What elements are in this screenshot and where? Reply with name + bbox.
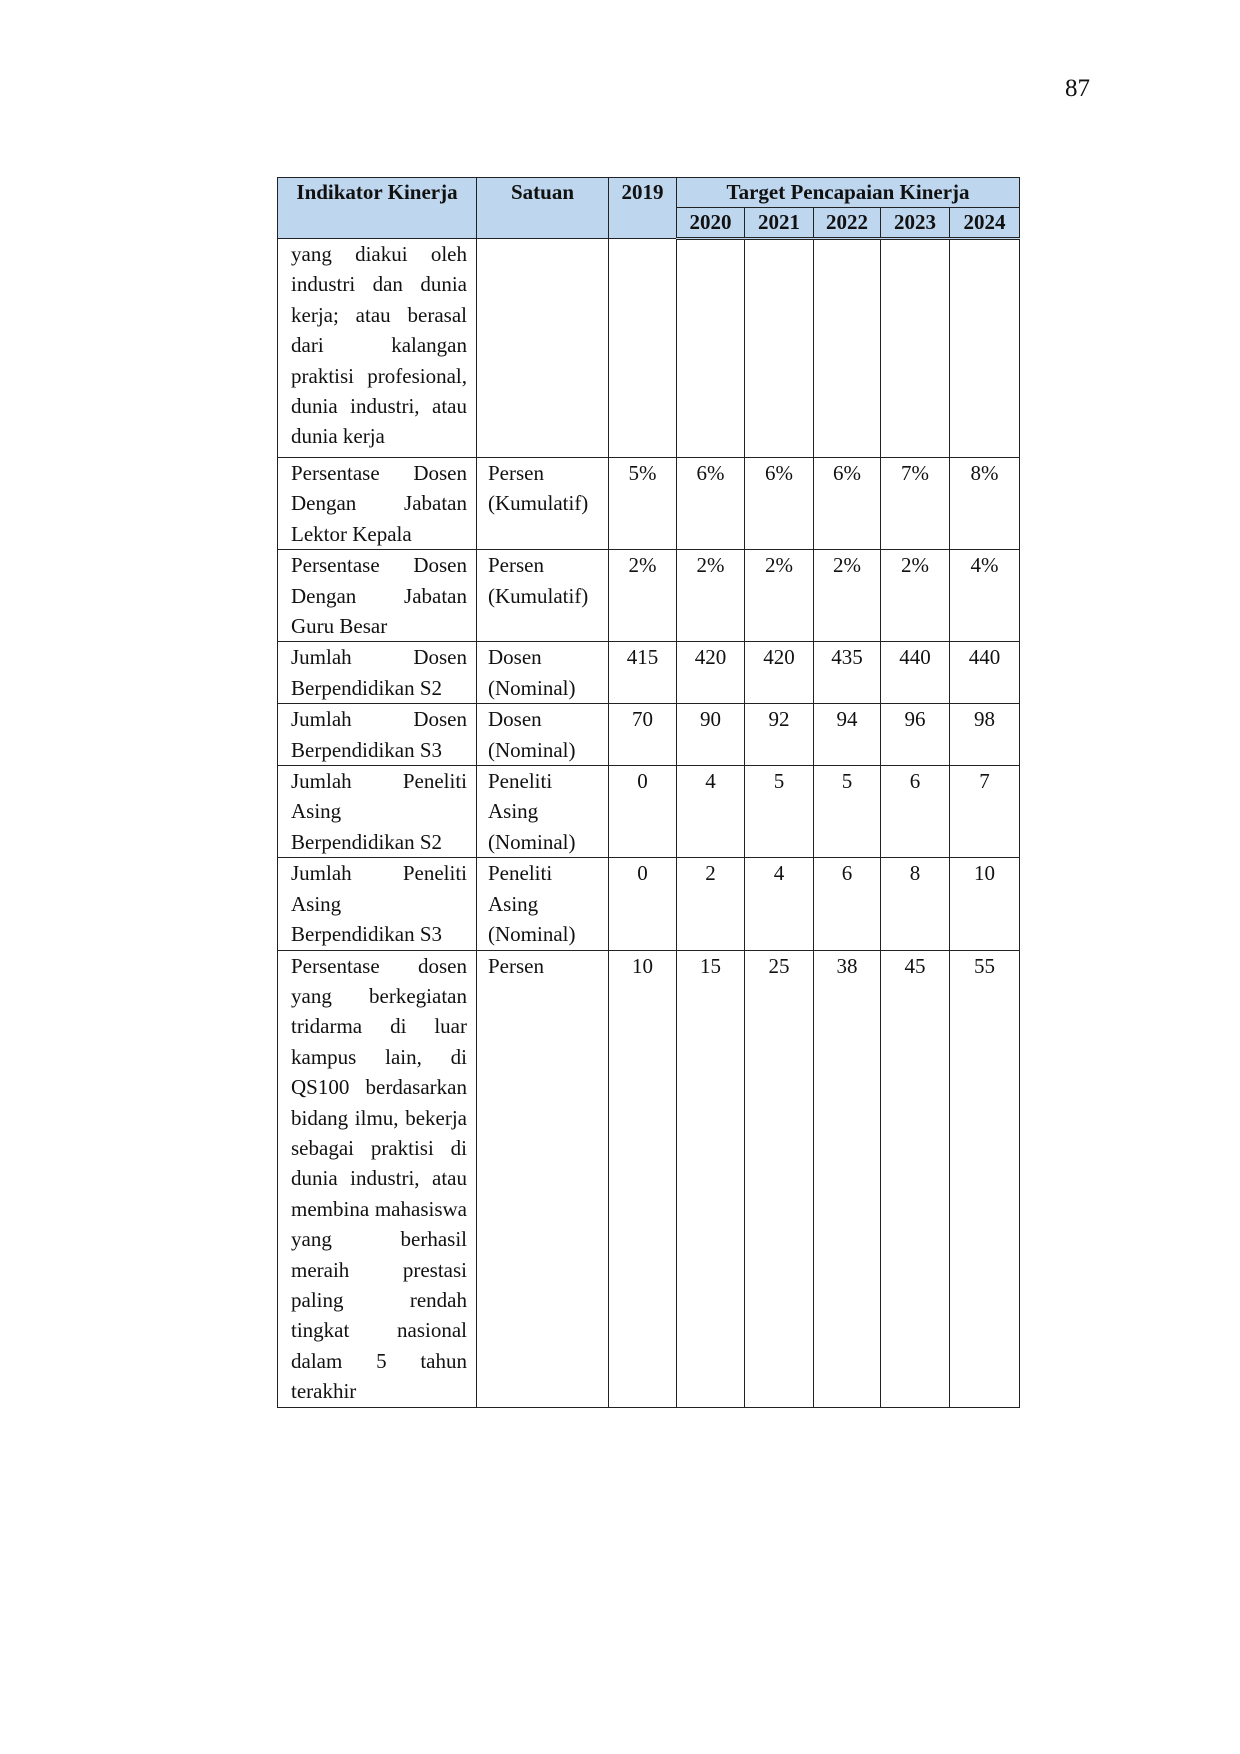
value-2019-cell: 5% [609, 458, 677, 550]
value-2021-cell: 25 [745, 950, 814, 1407]
value-2020-cell [677, 239, 745, 458]
value-2023-cell: 96 [881, 704, 950, 766]
satuan-cell: Persen (Kumulatif) [477, 550, 609, 642]
indikator-cell: Persentase Dosen Dengan Jabatan Guru Besar [278, 550, 477, 642]
indikator-cell: Jumlah Peneliti Asing Berpendidikan S3 [278, 858, 477, 950]
satuan-cell: Peneliti Asing (Nominal) [477, 766, 609, 858]
value-2022-cell: 2% [814, 550, 881, 642]
header-indikator-kinerja: Indikator Kinerja [278, 178, 477, 239]
value-2023-cell: 45 [881, 950, 950, 1407]
value-2021-cell: 420 [745, 642, 814, 704]
value-2019-cell [609, 239, 677, 458]
value-2020-cell: 6% [677, 458, 745, 550]
indikator-cell: yang diakui oleh industri dan dunia kerja; atau berasal dari kalangan praktisi profesional, dunia industri, atau dunia kerja [278, 239, 477, 458]
value-2022-cell: 38 [814, 950, 881, 1407]
value-2021-cell: 2% [745, 550, 814, 642]
header-year-2020: 2020 [677, 208, 745, 239]
value-2024-cell: 7 [950, 766, 1020, 858]
value-2022-cell: 6% [814, 458, 881, 550]
value-2021-cell: 6% [745, 458, 814, 550]
value-2024-cell: 55 [950, 950, 1020, 1407]
satuan-cell: Peneliti Asing (Nominal) [477, 858, 609, 950]
value-2024-cell: 440 [950, 642, 1020, 704]
value-2019-cell: 0 [609, 766, 677, 858]
value-2021-cell [745, 239, 814, 458]
indikator-cell: Jumlah Dosen Berpendidikan S3 [278, 704, 477, 766]
value-2023-cell: 2% [881, 550, 950, 642]
header-target-pencapaian-kinerja: Target Pencapaian Kinerja [677, 178, 1020, 208]
header-year-2022: 2022 [814, 208, 881, 239]
satuan-cell: Persen [477, 950, 609, 1407]
table-row [278, 239, 1020, 458]
value-2020-cell: 4 [677, 766, 745, 858]
value-2019-cell: 70 [609, 704, 677, 766]
value-2023-cell: 8 [881, 858, 950, 950]
value-2021-cell: 5 [745, 766, 814, 858]
header-year-2023: 2023 [881, 208, 950, 239]
indikator-cell: Jumlah Peneliti Asing Berpendidikan S2 [278, 766, 477, 858]
value-2020-cell: 2% [677, 550, 745, 642]
header-baseline-year: 2019 [609, 178, 677, 239]
value-2019-cell: 0 [609, 858, 677, 950]
table-row [278, 704, 1020, 766]
table-row [278, 858, 1020, 950]
value-2020-cell: 90 [677, 704, 745, 766]
header-year-2021: 2021 [745, 208, 814, 239]
satuan-cell: Persen (Kumulatif) [477, 458, 609, 550]
value-2022-cell: 5 [814, 766, 881, 858]
table-row [278, 642, 1020, 704]
value-2020-cell: 420 [677, 642, 745, 704]
value-2024-cell: 8% [950, 458, 1020, 550]
indikator-cell: Persentase Dosen Dengan Jabatan Lektor Kepala [278, 458, 477, 550]
satuan-cell [477, 239, 609, 458]
value-2020-cell: 15 [677, 950, 745, 1407]
value-2023-cell: 440 [881, 642, 950, 704]
value-2022-cell: 94 [814, 704, 881, 766]
table-row [278, 550, 1020, 642]
indikator-cell: Jumlah Dosen Berpendidikan S2 [278, 642, 477, 704]
value-2022-cell: 6 [814, 858, 881, 950]
value-2021-cell: 4 [745, 858, 814, 950]
satuan-cell: Dosen (Nominal) [477, 704, 609, 766]
value-2019-cell: 2% [609, 550, 677, 642]
value-2022-cell [814, 239, 881, 458]
value-2024-cell: 98 [950, 704, 1020, 766]
header-satuan: Satuan [477, 178, 609, 239]
table-row [278, 458, 1020, 550]
value-2021-cell: 92 [745, 704, 814, 766]
value-2024-cell: 4% [950, 550, 1020, 642]
table-row [278, 950, 1020, 1407]
value-2019-cell: 415 [609, 642, 677, 704]
table-row [278, 766, 1020, 858]
satuan-cell: Dosen (Nominal) [477, 642, 609, 704]
header-row-top [278, 178, 1020, 208]
value-2023-cell: 6 [881, 766, 950, 858]
value-2023-cell: 7% [881, 458, 950, 550]
value-2024-cell [950, 239, 1020, 458]
header-year-2024: 2024 [950, 208, 1020, 239]
value-2024-cell: 10 [950, 858, 1020, 950]
target-kinerja-table [277, 177, 1020, 1408]
value-2019-cell: 10 [609, 950, 677, 1407]
indikator-cell: Persentase dosen yang berkegiatan tridarma di luar kampus lain, di QS100 berdasarkan bidang ilmu, bekerja sebagai praktisi di dunia industri, atau membina mahasiswa yang berhasil meraih prestasi paling rendah tingkat nasional dalam 5 tahun terakhir [278, 950, 477, 1407]
page-number: 87 [1065, 75, 1090, 102]
value-2023-cell [881, 239, 950, 458]
value-2020-cell: 2 [677, 858, 745, 950]
value-2022-cell: 435 [814, 642, 881, 704]
